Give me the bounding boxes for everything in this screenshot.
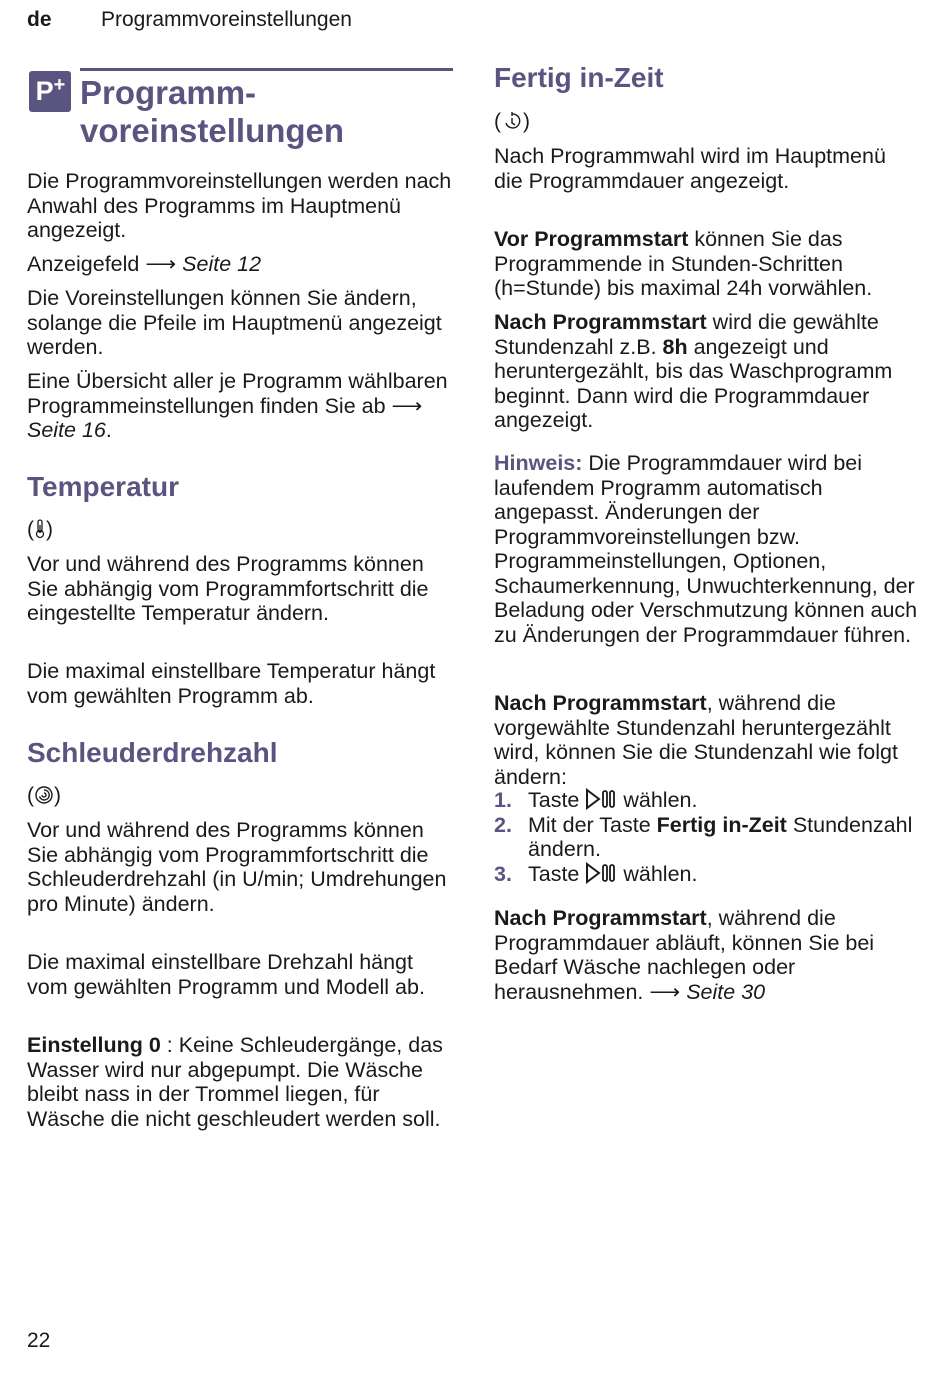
- intro-reference: [27, 252, 452, 277]
- list-item: [494, 862, 919, 887]
- start-pause-icon: [585, 862, 617, 884]
- temperatur-paragraph-2: Die maximal einstellbare Temperatur hängt vom gewählten Programm ab.: [27, 659, 436, 708]
- hint-label: Hinweis:: [494, 451, 583, 475]
- step-pre: Mit der Taste: [528, 812, 657, 837]
- fertig-p4-bold: Nach Programmstart: [494, 691, 707, 715]
- fertig-paragraph-5: [494, 906, 919, 1004]
- heading-temperatur: Temperatur: [27, 471, 179, 502]
- intro-paragraph-1: Die Programmvoreinstellungen werden nach Anwahl des Programms im Hauptmenü angezeigt.: [27, 169, 452, 242]
- fertig-p3-rest: angezeigt und heruntergezählt, bis das Waschprogramm beginnt. Dann wird die Programmdauer angezeigt.: [494, 334, 893, 432]
- page-title-line2: voreinstellungen: [80, 112, 345, 149]
- header-title: Programmvoreinstellungen: [101, 8, 352, 31]
- list-item: [494, 788, 919, 813]
- arrow-right-icon: ⟶: [145, 252, 177, 276]
- fertig-p2-rest: können Sie das Programmende in Stunden-Schritten (h=Stunde) bis maximal 24h vorwählen.: [494, 227, 873, 300]
- schleuder-p3-bold: Einstellung 0: [27, 1033, 161, 1057]
- intro-p3-page: Seite 16: [27, 418, 106, 442]
- fertig-p5-bold: Nach Programmstart: [494, 906, 707, 930]
- intro-ref-label: Anzeigefeld: [27, 252, 140, 276]
- page-title: [80, 74, 344, 150]
- fertig-p4-rest: , während die vorgewählte Stundenzahl heruntergezählt wird, können Sie die Stundenzahl wie folgt ändern:: [494, 691, 898, 789]
- arrow-right-icon: ⟶: [649, 979, 681, 1004]
- fertig-p5-page: Seite 30: [686, 979, 766, 1004]
- step-number: 1.: [494, 788, 512, 812]
- fertig-p3-mid: wird die gewählte Stundenzahl z.B.: [494, 310, 879, 359]
- intro-ref-page: Seite 12: [182, 252, 262, 276]
- intro-p3-end: .: [105, 418, 112, 442]
- hint-paragraph: [494, 451, 919, 647]
- hint-text: Die Programmdauer wird bei laufendem Programm automatisch angepasst. Änderungen der Programmvoreinstellungen bzw. Programmeinstellungen, Optionen, Schaumerkennung, Unwuchterkennung, der Beladung oder Verschmutzung können auch zu Änderungen der Programmdauer führen.: [494, 451, 918, 647]
- steps-list: [494, 788, 919, 886]
- fertig-paragraph-1: Nach Programmwahl wird im Hauptmenü die Programmdauer angezeigt.: [494, 144, 886, 193]
- header-language: de: [27, 8, 52, 31]
- step-number: 3.: [494, 861, 512, 886]
- schleuder-p3-rest: : Keine Schleudergänge, das Wasser wird nur abgepumpt. Die Wäsche bleibt nass in der Trommel liegen, für Wäsche die nicht geschleudert werden soll.: [27, 1033, 443, 1131]
- spin-icon: ( ): [27, 784, 61, 807]
- step-pre: Taste: [528, 788, 586, 812]
- fertig-p3-bold: Nach Programmstart: [494, 310, 707, 334]
- step-bold: Fertig in-Zeit: [656, 812, 787, 837]
- program-settings-icon: [29, 71, 71, 112]
- fertig-p5-rest: , während die Programmdauer abläuft, können Sie bei Bedarf Wäsche nachlegen oder herausnehmen.: [494, 906, 875, 1004]
- arrow-right-icon: ⟶: [391, 393, 423, 418]
- clock-icon: ( ): [494, 110, 530, 133]
- heading-schleuderdrehzahl: Schleuderdrehzahl: [27, 737, 278, 768]
- fertig-paragraph-4: [494, 691, 919, 789]
- intro-p3-text: Eine Übersicht aller je Programm wählbaren Programmeinstellungen finden Sie ab: [27, 369, 448, 418]
- fertig-p3-bold2: 8h: [662, 334, 688, 359]
- title-rule: [80, 68, 453, 71]
- temperatur-paragraph-1: Vor und während des Programms können Sie abhängig vom Programmfortschritt die eingestellte Temperatur ändern.: [27, 552, 429, 625]
- start-pause-icon: [585, 788, 617, 810]
- page-title-line1: Programm-: [80, 74, 257, 111]
- intro-paragraph-2: Die Voreinstellungen können Sie ändern, solange die Pfeile im Hauptmenü angezeigt werden.: [27, 286, 442, 359]
- list-item: [494, 813, 919, 862]
- intro-paragraph-3: [27, 369, 452, 443]
- step-number: 2.: [494, 812, 512, 837]
- schleuder-paragraph-3: [27, 1033, 452, 1131]
- badge-letter: P: [35, 76, 53, 106]
- thermometer-icon: ( ): [27, 518, 53, 541]
- schleuder-paragraph-1: Vor und während des Programms können Sie abhängig vom Programmfortschritt die Schleuderdrehzahl (in U/min; Umdrehungen pro Minute) ändern.: [27, 818, 447, 916]
- step-post: wählen.: [617, 788, 698, 812]
- page-number: 22: [27, 1329, 51, 1352]
- step-pre: Taste: [528, 861, 586, 886]
- step-post: Stundenzahl ändern.: [528, 812, 913, 861]
- fertig-p2-bold: Vor Programmstart: [494, 227, 689, 251]
- step-post: wählen.: [617, 861, 698, 886]
- fertig-paragraph-3: [494, 310, 919, 433]
- badge-plus: +: [53, 74, 65, 96]
- schleuder-paragraph-2: Die maximal einstellbare Drehzahl hängt vom gewählten Programm und Modell ab.: [27, 950, 425, 999]
- fertig-paragraph-2: [494, 227, 919, 301]
- heading-fertig-in-zeit: Fertig in-Zeit: [494, 62, 664, 93]
